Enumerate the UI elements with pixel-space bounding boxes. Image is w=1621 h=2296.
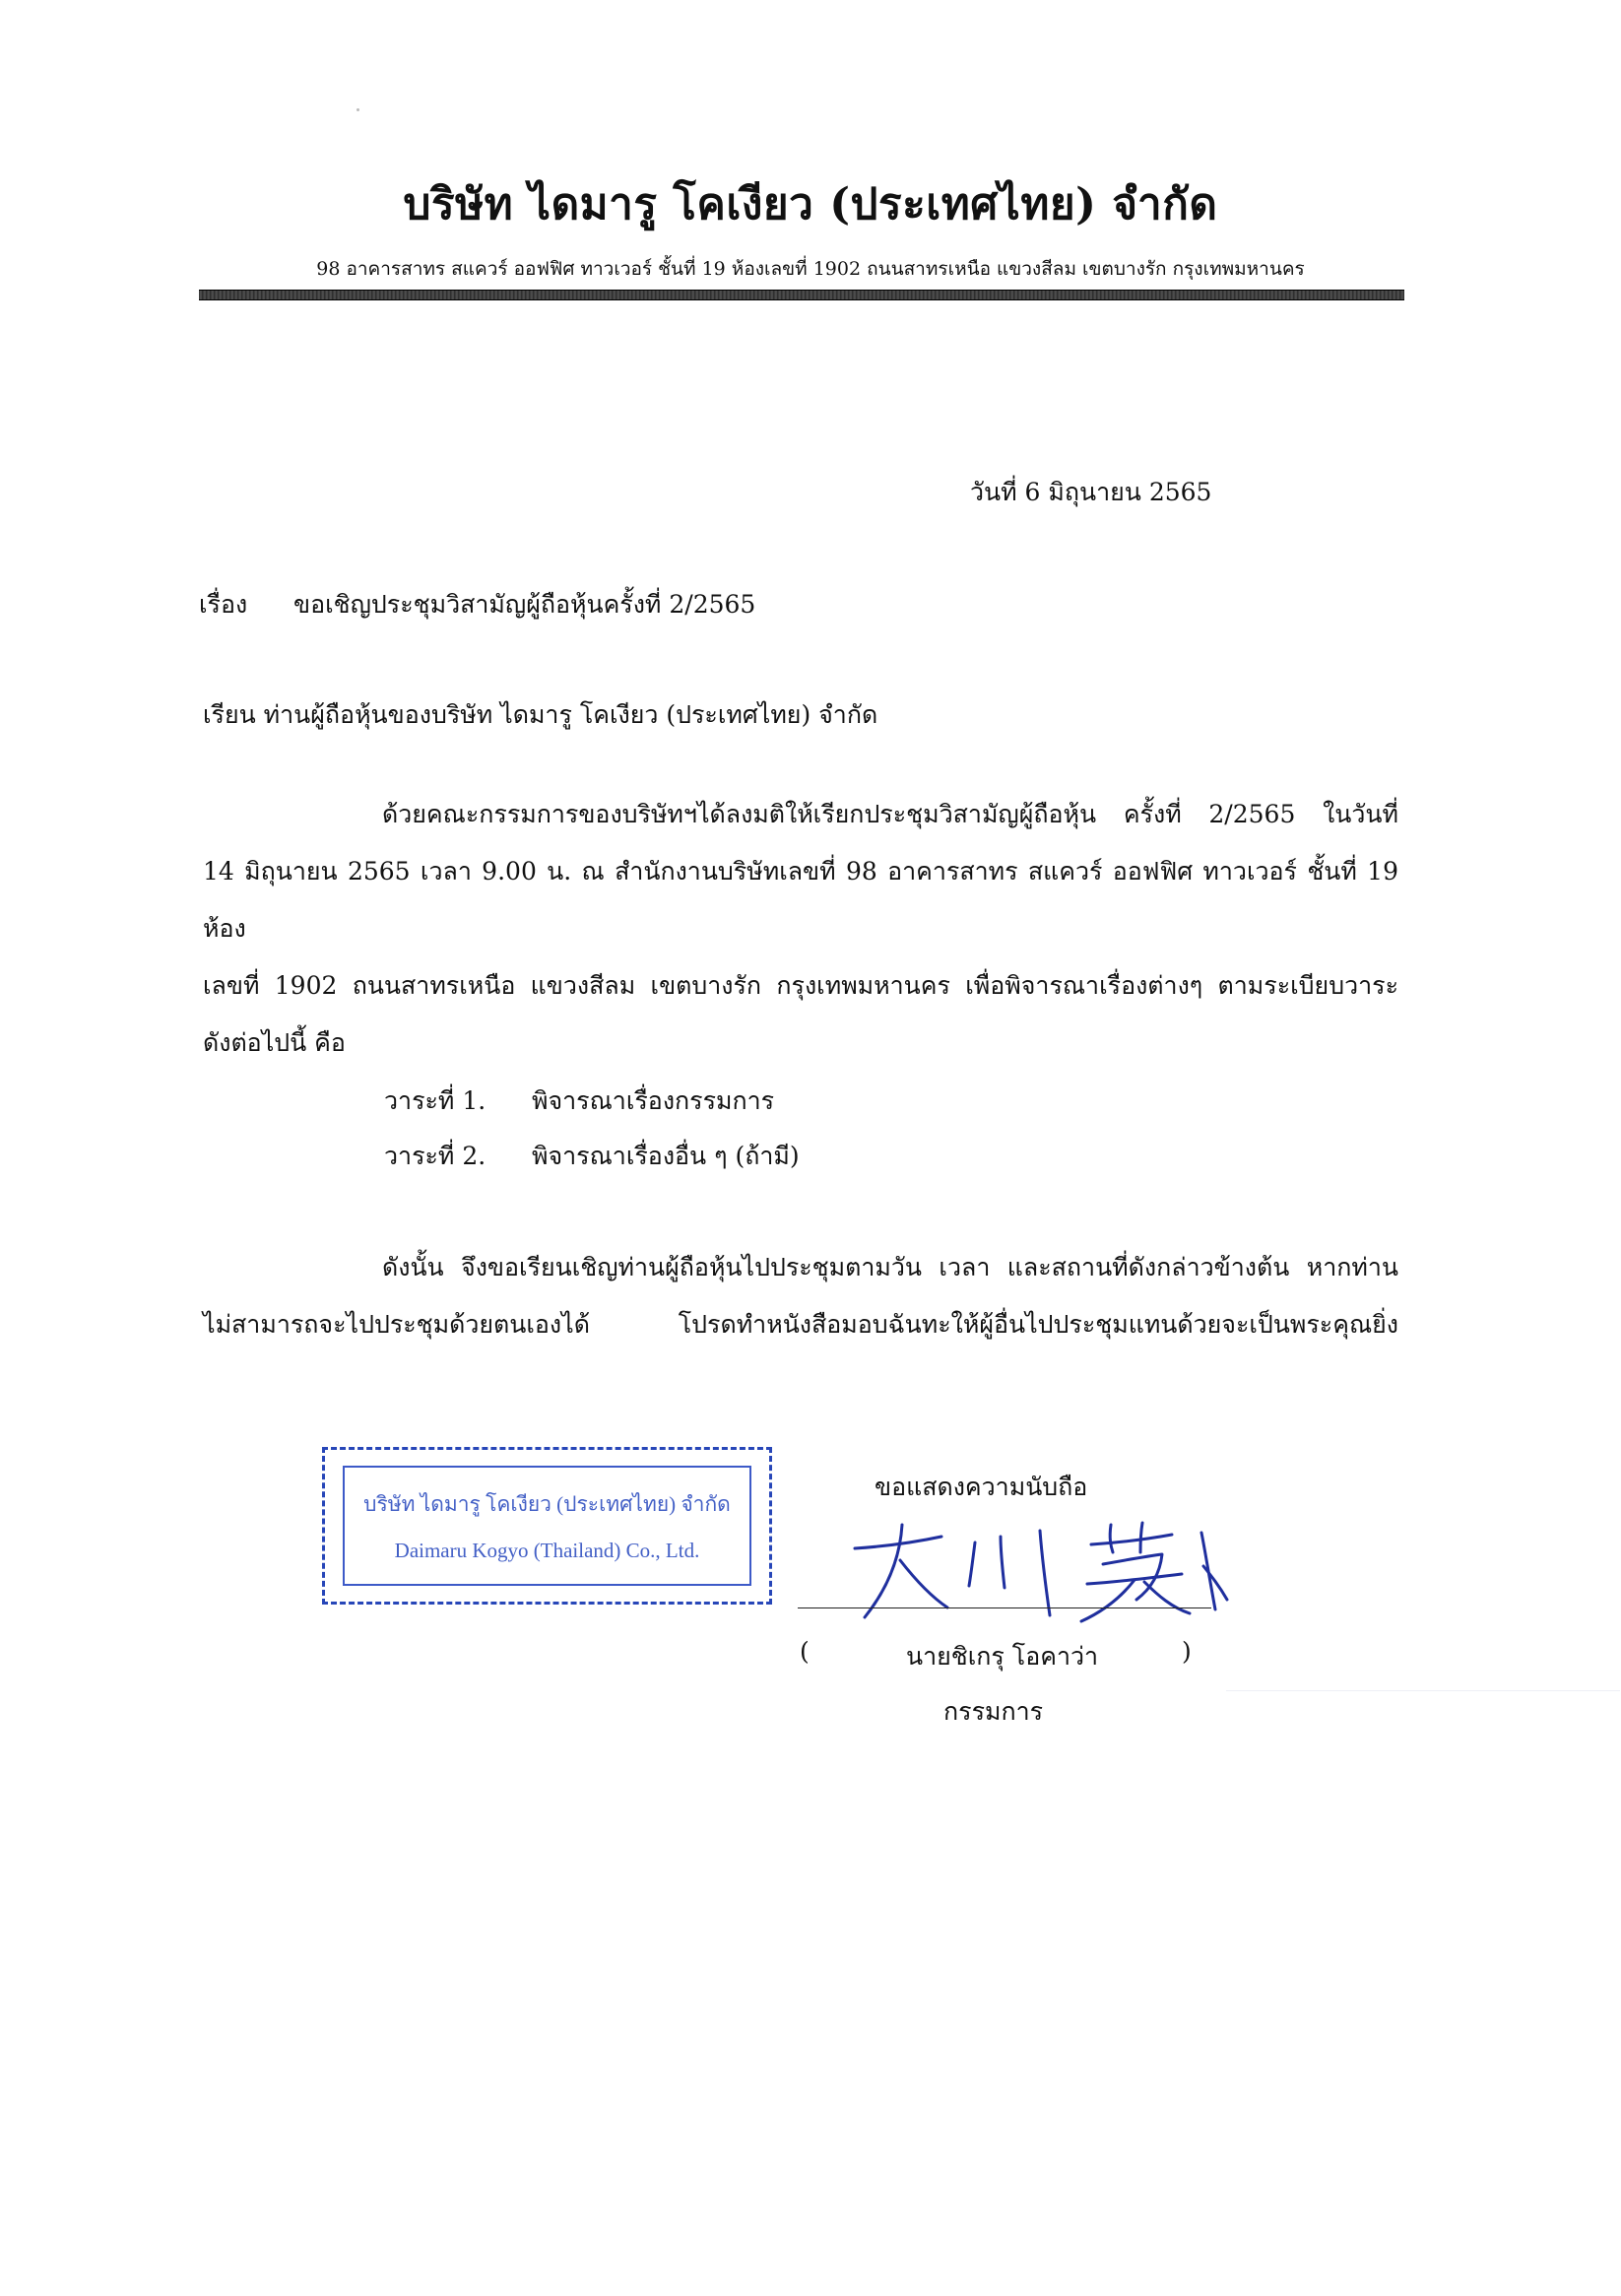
salutation: เรียน ท่านผู้ถือหุ้นของบริษัท ไดมารู โคเงียว (ประเทศไทย) จำกัด	[203, 700, 878, 729]
closing-text: ขอแสดงความนับถือ	[875, 1473, 1088, 1501]
agenda-item-2-label: วาระที่ 2.	[384, 1142, 486, 1170]
signer-title: กรรมการ	[943, 1697, 1044, 1726]
paragraph-line: เลขที่ 1902 ถนนสาทรเหนือ แขวงสีลม เขตบางรัก กรุงเทพมหานคร เพื่อพิจารณาเรื่องต่างๆ ตามระเบียบวาระ	[203, 971, 1398, 1000]
paragraph-line: ด้วยคณะกรรมการของบริษัทฯได้ลงมติให้เรียกประชุมวิสามัญผู้ถือหุ้น ครั้งที่ 2/2565 ในวันที่	[382, 800, 1398, 828]
letter-date: วันที่ 6 มิถุนายน 2565	[970, 478, 1212, 506]
paragraph-line: ดังนั้น จึงขอเรียนเชิญท่านผู้ถือหุ้นไปประชุมตามวัน เวลา และสถานที่ดังกล่าวข้างต้น หากท่าน	[382, 1253, 1398, 1281]
company-name: บริษัท ไดมารู โคเงียว (ประเทศไทย) จำกัด	[403, 179, 1218, 230]
header-divider	[199, 290, 1404, 300]
agenda-item-2-text: พิจารณาเรื่องอื่น ๆ (ถ้ามี)	[532, 1142, 800, 1170]
paragraph-line: ไม่สามารถจะไปประชุมด้วยตนเองได้ โปรดทำหนังสือมอบฉันทะให้ผู้อื่นไปประชุมแทนด้วยจะเป็นพระคุณยิ่ง	[203, 1310, 1398, 1339]
agenda-item-1-label: วาระที่ 1.	[384, 1086, 486, 1115]
company-stamp-inner	[343, 1466, 751, 1586]
company-stamp	[322, 1447, 772, 1605]
stamp-english-name: Daimaru Kogyo (Thailand) Co., Ltd.	[394, 1539, 700, 1562]
company-address: 98 อาคารสาทร สแควร์ ออฟฟิศ ทาวเวอร์ ชั้นที่ 19 ห้องเลขที่ 1902 ถนนสาทรเหนือ แขวงสีลม เขตบางรัก กรุงเทพมหานคร	[316, 258, 1305, 280]
scan-speck	[357, 108, 359, 111]
subject-label: เรื่อง	[199, 590, 248, 619]
stamp-thai-name: บริษัท ไดมารู โคเงียว (ประเทศไทย) จำกัด	[363, 1492, 731, 1516]
paragraph-line: 14 มิถุนายน 2565 เวลา 9.00 น. ณ สำนักงานบริษัทเลขที่ 98 อาคารสาทร สแควร์ ออฟฟิศ ทาวเวอร์ ชั้นที่ 19 ห้อง	[203, 857, 1398, 943]
subject-text: ขอเชิญประชุมวิสามัญผู้ถือหุ้นครั้งที่ 2/2565	[293, 590, 756, 619]
signer-name: นายชิเกรุ โอคาว่า	[906, 1642, 1099, 1671]
paragraph-line: ดังต่อไปนี้ คือ	[203, 1028, 346, 1057]
scan-artifact-line	[1226, 1690, 1620, 1691]
body-paragraph-2	[203, 1239, 1398, 1353]
signature-line	[798, 1607, 1211, 1608]
signer-paren-close: )	[1182, 1637, 1192, 1666]
handwritten-signature	[845, 1517, 1229, 1625]
signer-paren-open: (	[800, 1637, 810, 1666]
body-paragraph-1	[203, 786, 1398, 1072]
agenda-item-1-text: พิจารณาเรื่องกรรมการ	[532, 1086, 775, 1115]
